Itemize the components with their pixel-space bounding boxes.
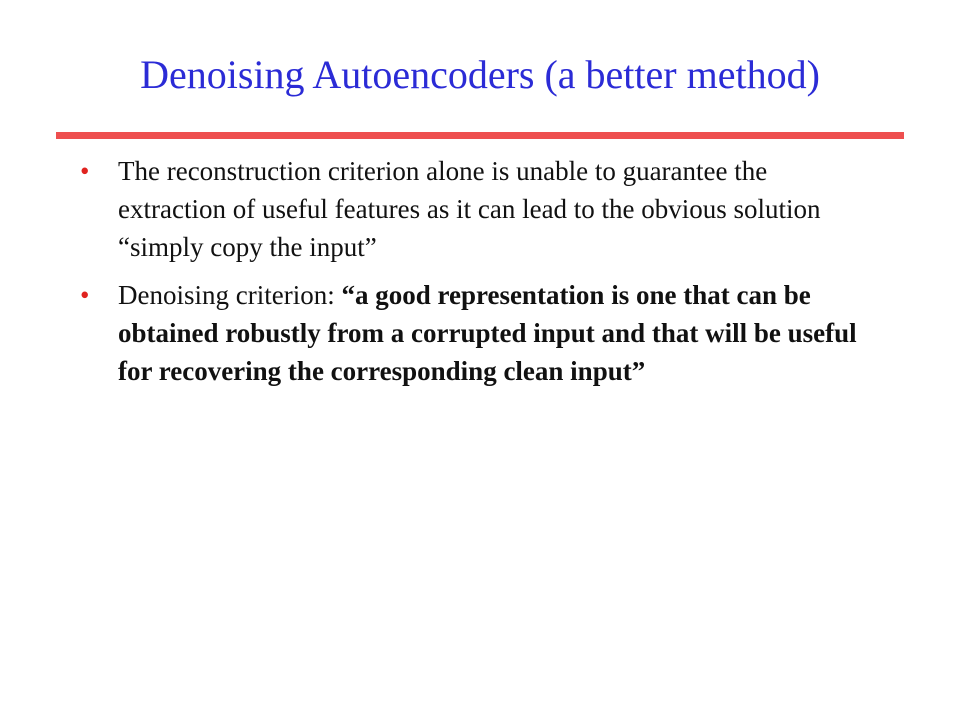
title-divider — [56, 132, 904, 139]
bullet-lead-text: Denoising criterion: — [118, 280, 342, 310]
bullet-dot-icon: • — [80, 280, 90, 310]
bullet-list — [80, 152, 870, 400]
bullet-emphasis-text: “a good representation is one that can be obtained robustly from a corrupted input and that will be useful for recovering the corresponding clean input” — [118, 280, 857, 386]
bullet-item-reconstruction — [80, 152, 870, 266]
bullet-item-denoising — [80, 276, 870, 390]
bullet-dot-icon: • — [80, 156, 90, 186]
bullet-text: The reconstruction criterion alone is unable to guarantee the extraction of useful features as it can lead to the obvious solution “simply copy the input” — [118, 156, 821, 262]
slide-title: Denoising Autoencoders (a better method) — [140, 52, 820, 97]
